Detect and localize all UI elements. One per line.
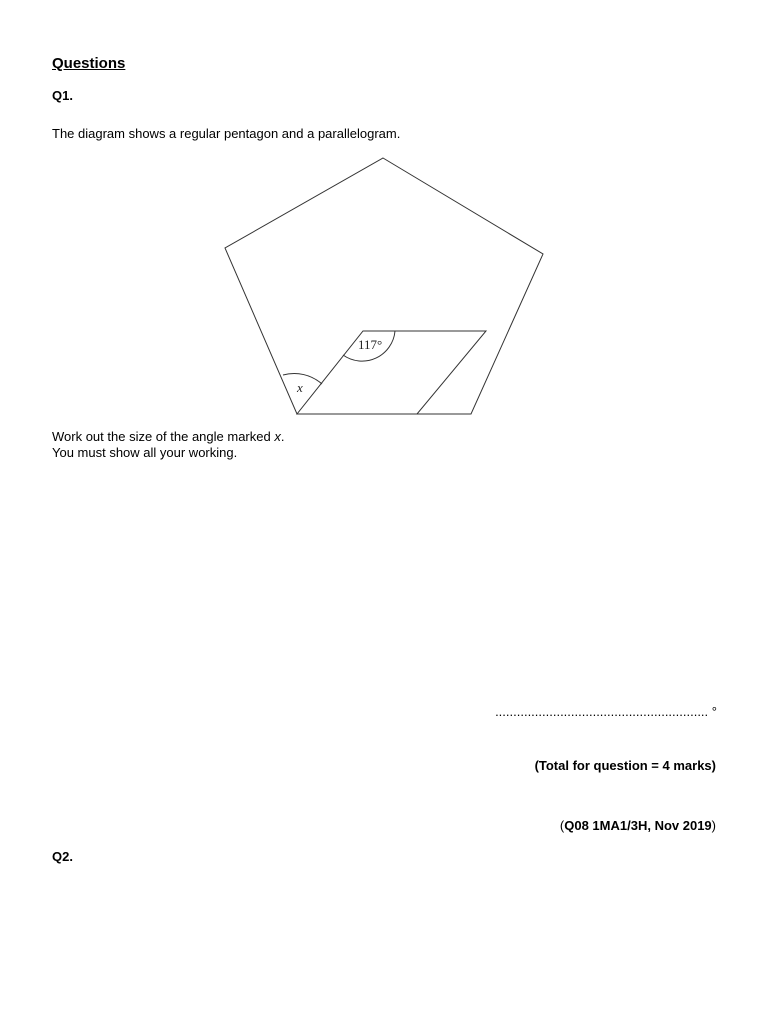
question-reference: (Q08 1MA1/3H, Nov 2019) [559, 818, 716, 833]
question-2-label: Q2. [52, 849, 73, 864]
total-marks: (Total for question = 4 marks) [534, 758, 716, 773]
instruction-line-1: Work out the size of the angle marked x. [52, 429, 285, 444]
answer-dots: ........................................................... [495, 704, 709, 719]
angle-x-label: x [297, 380, 303, 395]
answer-line[interactable] [472, 704, 717, 719]
angle-117-label: 117° [358, 337, 383, 352]
question-1-label: Q1. [52, 88, 73, 103]
variable-x: x [274, 429, 281, 444]
instruction-line-2: You must show all your working. [52, 445, 238, 460]
question-1-intro: The diagram shows a regular pentagon and a parallelogram. [52, 126, 401, 141]
degree-unit: ° [711, 704, 717, 719]
section-heading: Questions [52, 55, 126, 72]
pentagon-shape [225, 158, 543, 414]
question-1-instructions [52, 429, 284, 461]
pentagon-parallelogram-diagram [215, 150, 555, 422]
reference-code: Q08 1MA1/3H, Nov 2019 [564, 818, 712, 833]
